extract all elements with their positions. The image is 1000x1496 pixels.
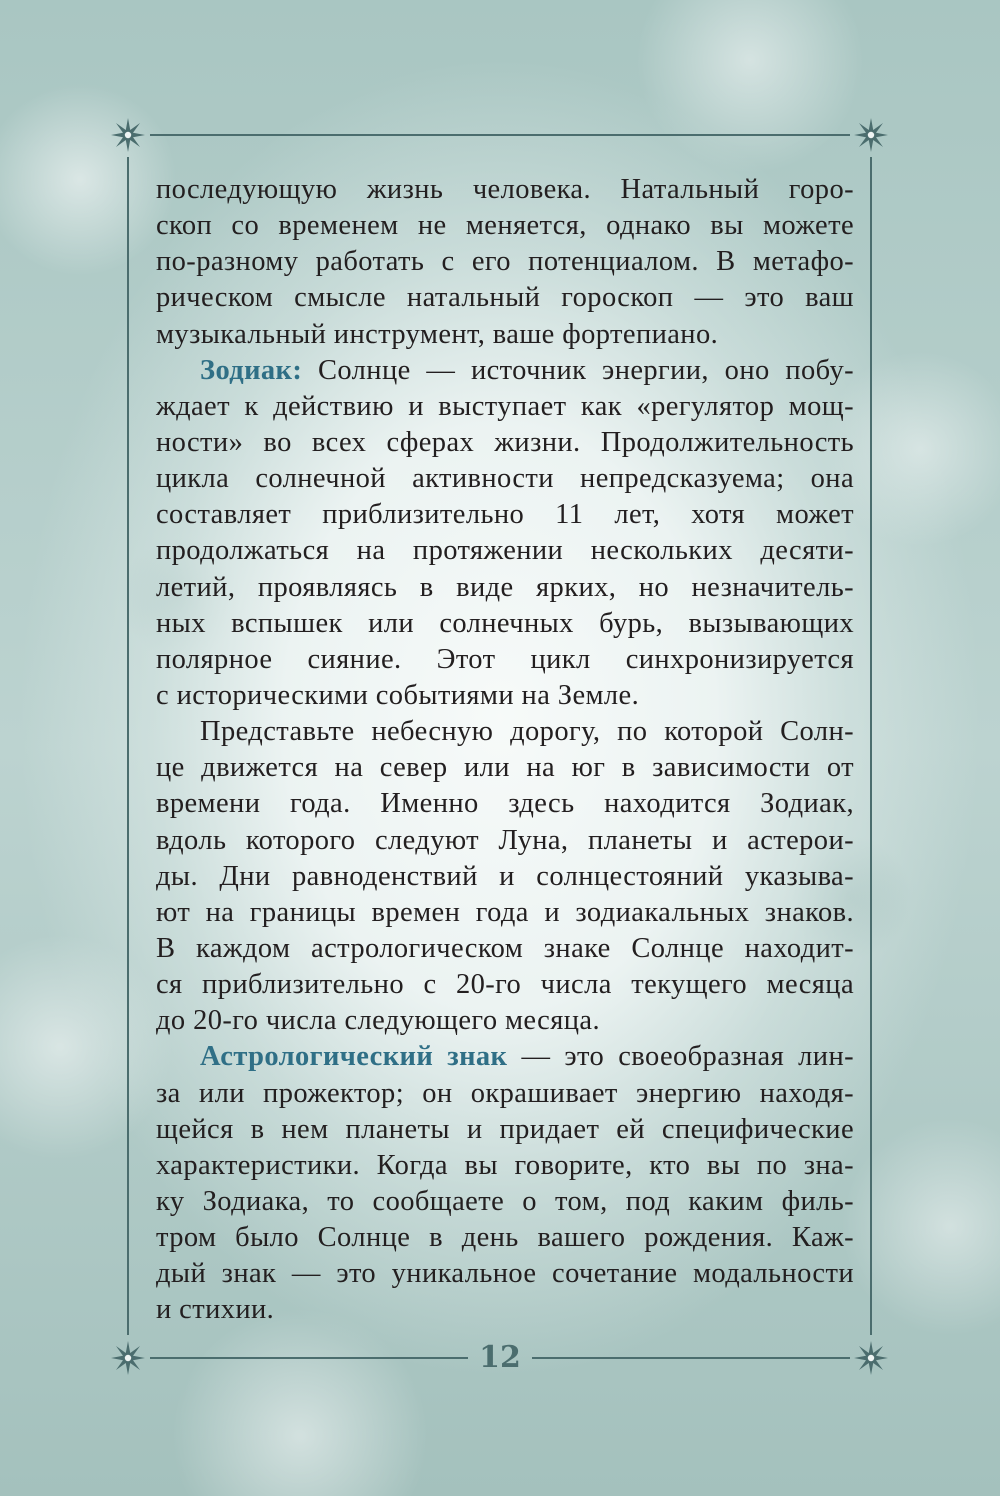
frame-top-rule bbox=[150, 134, 850, 136]
text-line: В каждом астрологическом знаке Солнце находит- bbox=[156, 932, 854, 964]
frame-bottom-rule-right bbox=[532, 1357, 850, 1359]
text-line: характеристики. Когда вы говорите, кто вы по зна- bbox=[156, 1149, 854, 1181]
text-line bbox=[156, 1039, 854, 1075]
text-line: по-разному работать с его потенциалом. В метафо- bbox=[156, 246, 854, 278]
text-line: ды. Дни равноденствий и солнцестояний указыва- bbox=[156, 860, 854, 892]
text-line: ности» во всех сферах жизни. Продолжительность bbox=[156, 426, 854, 458]
paragraph bbox=[156, 714, 854, 1039]
corner-star-icon bbox=[853, 117, 889, 153]
term-heading: Астрологический знак bbox=[200, 1041, 508, 1073]
text-line: Представьте небесную дорогу, по которой Солн- bbox=[200, 716, 854, 748]
text-line: ку Зодиака, то сообщаете о том, под каким филь- bbox=[156, 1185, 854, 1217]
text-line: продолжаться на протяжении нескольких десяти- bbox=[156, 535, 854, 567]
text-line: тром было Солнце в день вашего рождения. Каж- bbox=[156, 1222, 854, 1254]
term-heading: Зодиак: bbox=[200, 354, 303, 386]
frame-bottom-rule-left bbox=[150, 1357, 468, 1359]
text-line: музыкальный инструмент, ваше фортепиано. bbox=[156, 318, 719, 350]
text-line bbox=[156, 353, 854, 389]
text-line: ют на границы времен года и зодиакальных знаков. bbox=[156, 896, 854, 928]
text-line: последующую жизнь человека. Натальный горо- bbox=[156, 174, 854, 205]
corner-star-icon bbox=[110, 117, 146, 153]
paragraph bbox=[156, 1039, 854, 1328]
text-line: щейся в нем планеты и придает ей специфические bbox=[156, 1113, 854, 1145]
text-line: рическом смысле натальный гороскоп — это ваш bbox=[156, 282, 854, 314]
text-line: за или прожектор; он окрашивает энергию находя- bbox=[156, 1077, 854, 1109]
text-line: ждает к действию и выступает как «регулятор мощ- bbox=[156, 390, 854, 422]
corner-star-icon bbox=[853, 1340, 889, 1376]
text-line: с историческими событиями на Земле. bbox=[156, 679, 640, 711]
body-text bbox=[156, 172, 854, 1329]
text-line: летий, проявляясь в виде ярких, но незначитель- bbox=[156, 571, 854, 603]
paragraph bbox=[156, 353, 854, 714]
text-line: ся приблизительно с 20-го числа текущего месяца bbox=[156, 969, 854, 1001]
frame-left-rule bbox=[127, 157, 129, 1335]
frame-right-rule bbox=[870, 157, 872, 1335]
text-run: — это своеобразная лин- bbox=[507, 1041, 854, 1073]
page-number: 12 bbox=[479, 1340, 521, 1375]
text-line: и стихии. bbox=[156, 1294, 275, 1326]
corner-star-icon bbox=[110, 1340, 146, 1376]
text-line: составляет приблизительно 11 лет, хотя может bbox=[156, 499, 854, 531]
paragraph bbox=[156, 172, 854, 353]
text-line: скоп со временем не меняется, однако вы можете bbox=[156, 210, 854, 242]
text-line: до 20-го числа следующего месяца. bbox=[156, 1005, 600, 1037]
text-line: времени года. Именно здесь находится Зодиак, bbox=[156, 788, 854, 820]
text-line: дый знак — это уникальное сочетание модальности bbox=[156, 1258, 854, 1290]
text-line: вдоль которого следуют Луна, планеты и астерои- bbox=[156, 824, 854, 856]
text-line: це движется на север или на юг в зависимости от bbox=[156, 752, 854, 784]
text-run: Солнце — источник энергии, оно побу- bbox=[302, 354, 854, 386]
text-line: ных вспышек или солнечных бурь, вызывающих bbox=[156, 607, 854, 639]
text-line: цикла солнечной активности непредсказуема; она bbox=[156, 463, 854, 495]
text-line: полярное сияние. Этот цикл синхронизируется bbox=[156, 643, 854, 675]
